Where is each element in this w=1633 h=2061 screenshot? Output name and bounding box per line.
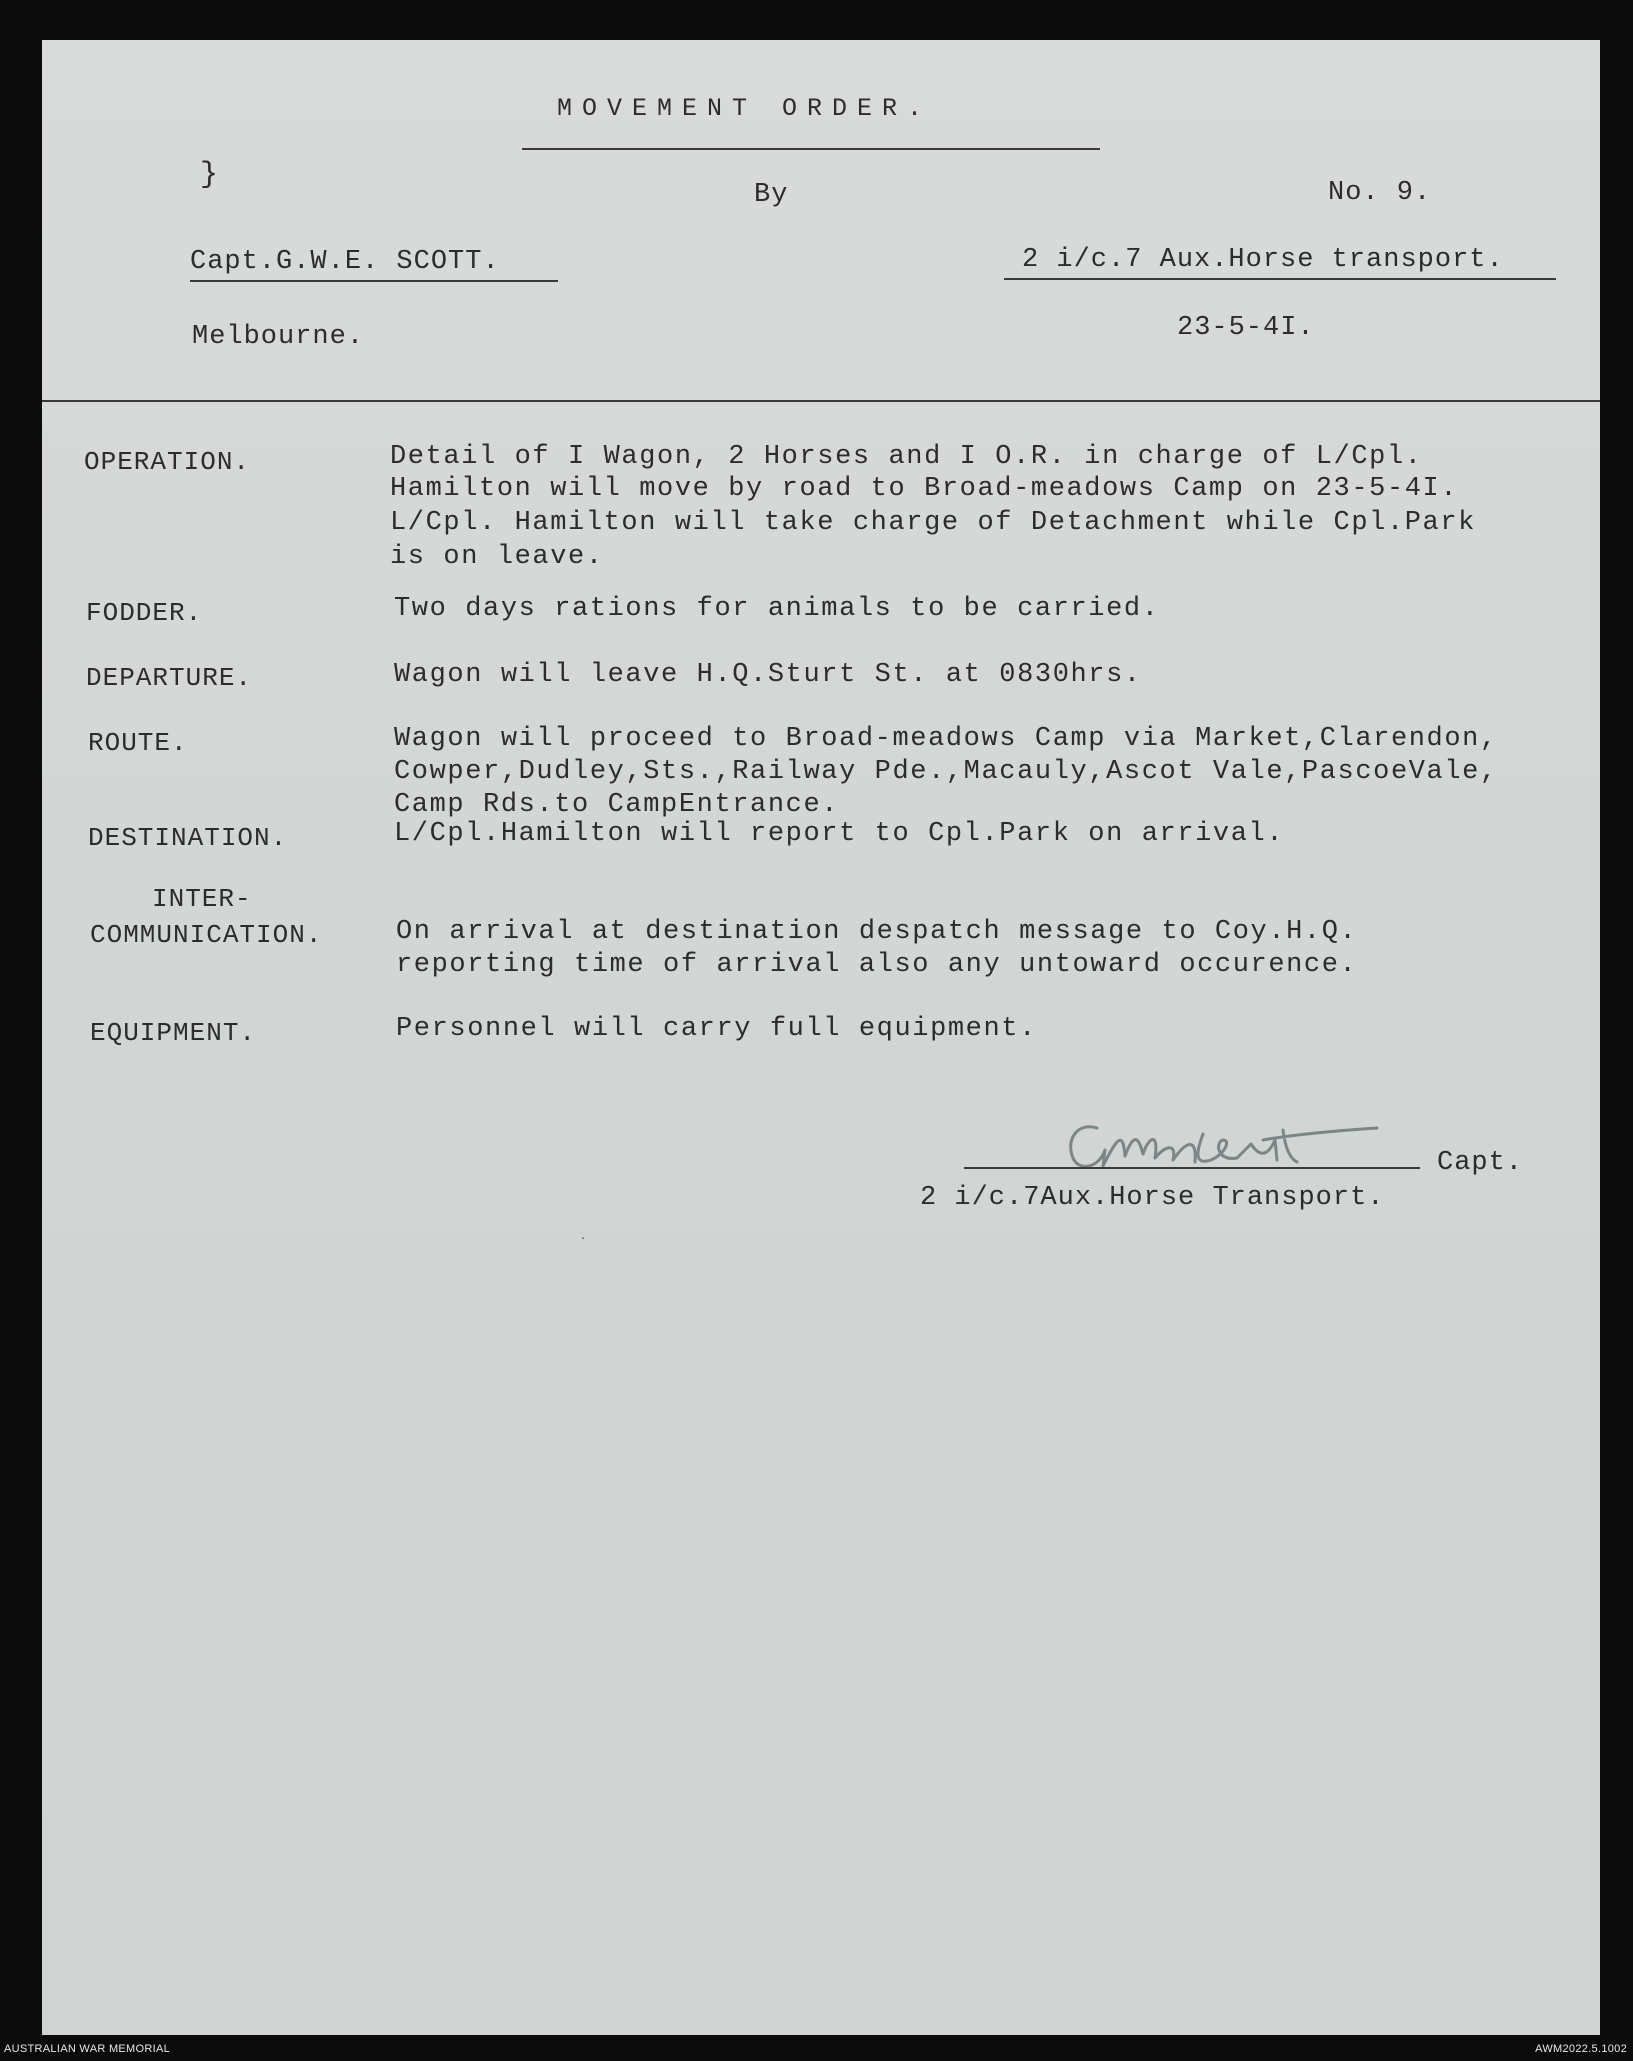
paper-speck: ·: [580, 1234, 588, 1245]
signature-line: [964, 1167, 1420, 1169]
place: Melbourne.: [192, 322, 365, 352]
margin-mark: }: [200, 158, 220, 192]
title-underline: [522, 148, 1100, 150]
section-text-line: Camp Rds.to CampEntrance.: [394, 790, 840, 820]
section-text-line: L/Cpl. Hamilton will take charge of Detachment while Cpl.Park: [390, 508, 1476, 538]
section-label: DEPARTURE.: [86, 663, 253, 693]
section-text-line: Wagon will proceed to Broad-meadows Camp via Market,Clarendon,: [394, 724, 1498, 754]
section-text-line: reporting time of arrival also any untoward occurence.: [396, 950, 1358, 980]
document-page: [42, 40, 1600, 2035]
section-text-line: is on leave.: [390, 542, 604, 572]
author-name: Capt.G.W.E. SCOTT.: [190, 247, 500, 277]
section-label: INTER-: [152, 884, 252, 914]
signature-unit: 2 i/c.7Aux.Horse Transport.: [920, 1183, 1385, 1213]
section-label: EQUIPMENT.: [90, 1018, 257, 1048]
author-underline: [190, 280, 558, 282]
section-label: ROUTE.: [88, 728, 188, 758]
section-text-line: Two days rations for animals to be carried.: [394, 594, 1160, 624]
section-text-line: Personnel will carry full equipment.: [396, 1014, 1037, 1044]
unit-underline: [1004, 278, 1556, 280]
by-label: By: [754, 180, 789, 210]
section-text-line: Detail of I Wagon, 2 Horses and I O.R. in charge of L/Cpl.: [390, 442, 1423, 472]
handwritten-signature: [1027, 1110, 1457, 1180]
header-divider: [42, 400, 1600, 402]
author-unit: 2 i/c.7 Aux.Horse transport.: [1022, 245, 1504, 275]
section-label: OPERATION.: [84, 447, 251, 477]
section-text-line: Hamilton will move by road to Broad-meadows Camp on 23-5-4I.: [390, 474, 1459, 504]
section-text-line: L/Cpl.Hamilton will report to Cpl.Park on arrival.: [394, 819, 1285, 849]
section-label: DESTINATION.: [88, 823, 288, 853]
section-text-line: Wagon will leave H.Q.Sturt St. at 0830hrs.: [394, 660, 1142, 690]
archive-footer-left: AUSTRALIAN WAR MEMORIAL: [4, 2043, 171, 2055]
document-title: MOVEMENT ORDER.: [557, 94, 933, 123]
section-text-line: Cowper,Dudley,Sts.,Railway Pde.,Macauly,Ascot Vale,PascoeVale,: [394, 757, 1498, 787]
section-label: FODDER.: [86, 598, 203, 628]
archive-footer-right: AWM2022.5.1002: [1535, 2043, 1627, 2055]
signature-rank: Capt.: [1437, 1148, 1524, 1178]
order-number: No. 9.: [1328, 178, 1432, 208]
section-label: COMMUNICATION.: [90, 920, 323, 950]
section-text-line: On arrival at destination despatch message to Coy.H.Q.: [396, 917, 1358, 947]
order-date: 23-5-4I.: [1177, 313, 1315, 343]
